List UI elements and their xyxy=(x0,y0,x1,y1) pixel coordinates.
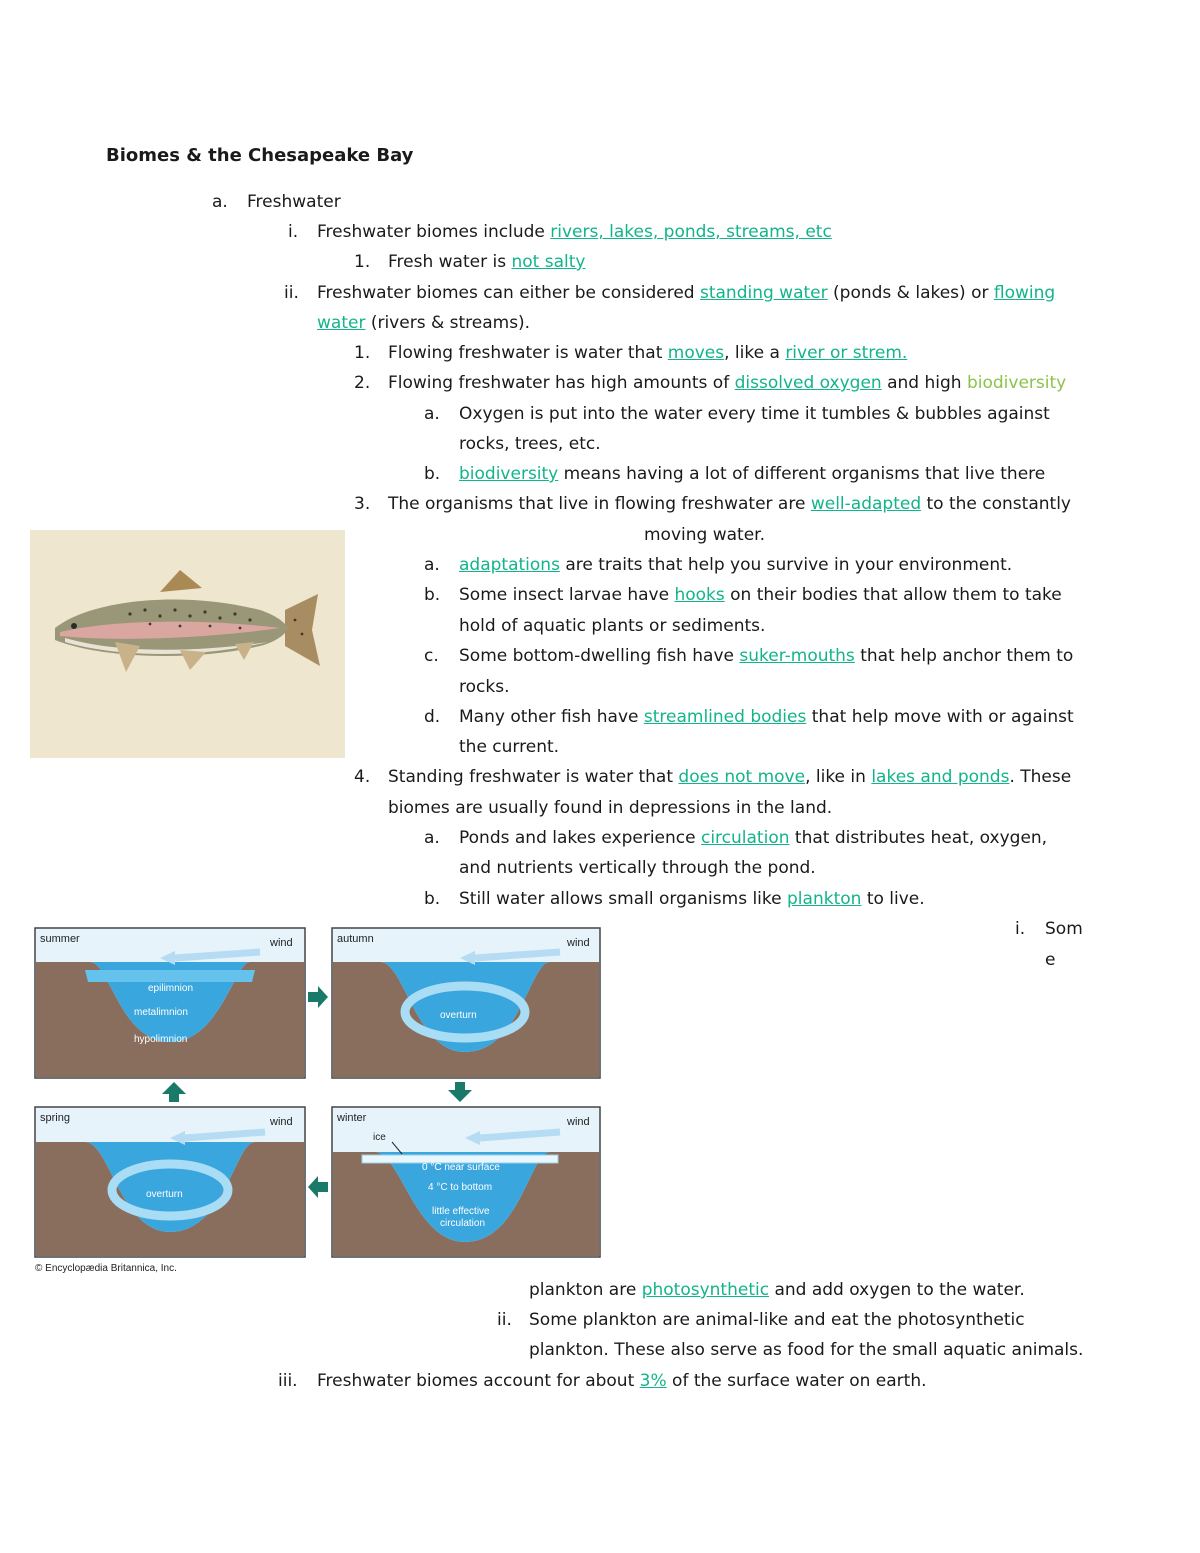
overturn-label: overturn xyxy=(146,1189,183,1200)
outline-line: Flowing freshwater is water that moves, like a river or strem. xyxy=(388,343,908,363)
overturn-label: overturn xyxy=(440,1010,477,1021)
arrow-up-icon xyxy=(162,1082,186,1102)
highlight-word: biodiversity xyxy=(966,373,1067,393)
outline-marker: a. xyxy=(424,555,440,575)
season-label: winter xyxy=(337,1112,367,1124)
outline-line: e xyxy=(1045,950,1056,970)
page-title: Biomes & the Chesapeake Bay xyxy=(106,145,414,166)
lake-circulation-diagram xyxy=(30,922,605,1278)
layer-label: hypolimnion xyxy=(134,1034,188,1045)
outline-line: Some insect larvae have hooks on their bodies that allow them to take xyxy=(459,585,1062,605)
keyword-link: 3% xyxy=(639,1371,667,1391)
outline-line: plankton. These also serve as food for the small aquatic animals. xyxy=(529,1340,1084,1360)
season-label: autumn xyxy=(337,933,374,945)
outline-line: Still water allows small organisms like plankton to live. xyxy=(459,889,925,909)
winter-label: little effective xyxy=(432,1206,490,1217)
summer-panel xyxy=(35,928,305,1078)
outline-marker: c. xyxy=(424,646,439,666)
outline-marker: b. xyxy=(424,889,441,909)
keyword-link: river or strem. xyxy=(785,343,908,363)
outline-line: hold of aquatic plants or sediments. xyxy=(459,616,766,636)
keyword-link: streamlined bodies xyxy=(643,707,807,727)
trout-image xyxy=(30,530,345,758)
outline-marker: 1. xyxy=(354,252,371,272)
winter-label: circulation xyxy=(440,1218,486,1229)
outline-line: biodiversity means having a lot of different organisms that live there xyxy=(459,464,1046,484)
outline-marker: d. xyxy=(424,707,441,727)
outline-marker: 4. xyxy=(354,767,371,787)
outline-marker: 2. xyxy=(354,373,371,393)
outline-line: rocks, trees, etc. xyxy=(459,434,601,454)
arrow-left-icon xyxy=(308,1176,328,1198)
outline-line: Freshwater biomes can either be considered standing water (ponds & lakes) or flowing xyxy=(317,283,1056,303)
keyword-link: flowing xyxy=(993,283,1056,303)
keyword-link: dissolved oxygen xyxy=(734,373,882,393)
winter-label: 4 °C to bottom xyxy=(428,1182,493,1193)
keyword-link: circulation xyxy=(700,828,790,848)
outline-line: The organisms that live in flowing freshwater are well-adapted to the constantly xyxy=(388,494,1071,514)
outline-line: Freshwater biomes account for about 3% of the surface water on earth. xyxy=(317,1371,927,1391)
layer-label: metalimnion xyxy=(134,1007,188,1018)
outline-line: Ponds and lakes experience circulation that distributes heat, oxygen, xyxy=(459,828,1048,848)
outline-marker: 1. xyxy=(354,343,371,363)
outline-line: moving water. xyxy=(644,525,765,545)
outline-line: water (rivers & streams). xyxy=(317,313,531,333)
outline-line: Freshwater biomes include rivers, lakes, ponds, streams, etc xyxy=(317,222,832,242)
season-label: summer xyxy=(40,933,80,945)
outline-line: rocks. xyxy=(459,677,510,697)
wind-label: wind xyxy=(567,1116,590,1128)
winter-panel xyxy=(332,1107,600,1257)
outline-line: Standing freshwater is water that does not move, like in lakes and ponds. These xyxy=(388,767,1072,787)
outline-line: Oxygen is put into the water every time it tumbles & bubbles against xyxy=(459,404,1050,424)
keyword-link: well-adapted xyxy=(810,494,922,514)
outline-marker: 3. xyxy=(354,494,371,514)
outline-marker: b. xyxy=(424,585,441,605)
outline-marker: a. xyxy=(424,828,440,848)
outline-line: Many other fish have streamlined bodies that help move with or against xyxy=(459,707,1074,727)
keyword-link: photosynthetic xyxy=(641,1280,770,1300)
keyword-link: adaptations xyxy=(459,555,560,575)
spring-panel xyxy=(35,1107,305,1257)
outline-line: Flowing freshwater has high amounts of dissolved oxygen and high biodiversity xyxy=(388,373,1067,393)
outline-line: biomes are usually found in depressions in the land. xyxy=(388,798,833,818)
outline-marker: b. xyxy=(424,464,441,484)
outline-line: Some plankton are animal-like and eat the photosynthetic xyxy=(529,1310,1025,1330)
outline-marker: ii. xyxy=(497,1310,512,1330)
keyword-link: suker-mouths xyxy=(739,646,855,666)
arrow-right-icon xyxy=(308,986,328,1008)
outline-line: Som xyxy=(1045,919,1083,939)
keyword-link: lakes and ponds xyxy=(871,767,1010,787)
credit-text: © Encyclopædia Britannica, Inc. xyxy=(35,1263,177,1274)
keyword-link: water xyxy=(317,313,366,333)
keyword-link: biodiversity xyxy=(459,464,559,484)
ice-label: ice xyxy=(373,1132,386,1143)
wind-label: wind xyxy=(567,937,590,949)
arrow-down-icon xyxy=(448,1082,472,1102)
keyword-link: standing water xyxy=(699,283,828,303)
outline-marker: iii. xyxy=(278,1371,298,1391)
wind-label: wind xyxy=(270,937,293,949)
wind-label: wind xyxy=(270,1116,293,1128)
outline-line: Fresh water is not salty xyxy=(388,252,586,272)
keyword-link: not salty xyxy=(511,252,586,272)
keyword-link: moves xyxy=(667,343,725,363)
outline-item: Freshwater xyxy=(247,192,341,212)
outline-line: and nutrients vertically through the pond. xyxy=(459,858,816,878)
outline-marker: i. xyxy=(1015,919,1026,939)
outline-marker: i. xyxy=(288,222,299,242)
keyword-link: hooks xyxy=(674,585,725,605)
keyword-link: rivers, lakes, ponds, streams, etc xyxy=(550,222,832,242)
outline-line: Some bottom-dwelling fish have suker-mouths that help anchor them to xyxy=(459,646,1074,666)
outline-marker: a. xyxy=(424,404,440,424)
outline-marker: ii. xyxy=(284,283,299,303)
outline-line: the current. xyxy=(459,737,560,757)
autumn-panel xyxy=(332,928,600,1078)
keyword-link: does not move xyxy=(678,767,806,787)
season-label: spring xyxy=(40,1112,70,1124)
outline-marker: a. xyxy=(212,192,228,212)
winter-label: 0 °C near surface xyxy=(422,1162,500,1173)
layer-label: epilimnion xyxy=(148,983,194,994)
keyword-link: plankton xyxy=(787,889,862,909)
outline-line: plankton are photosynthetic and add oxygen to the water. xyxy=(529,1280,1025,1300)
outline-line: adaptations are traits that help you survive in your environment. xyxy=(459,555,1013,575)
